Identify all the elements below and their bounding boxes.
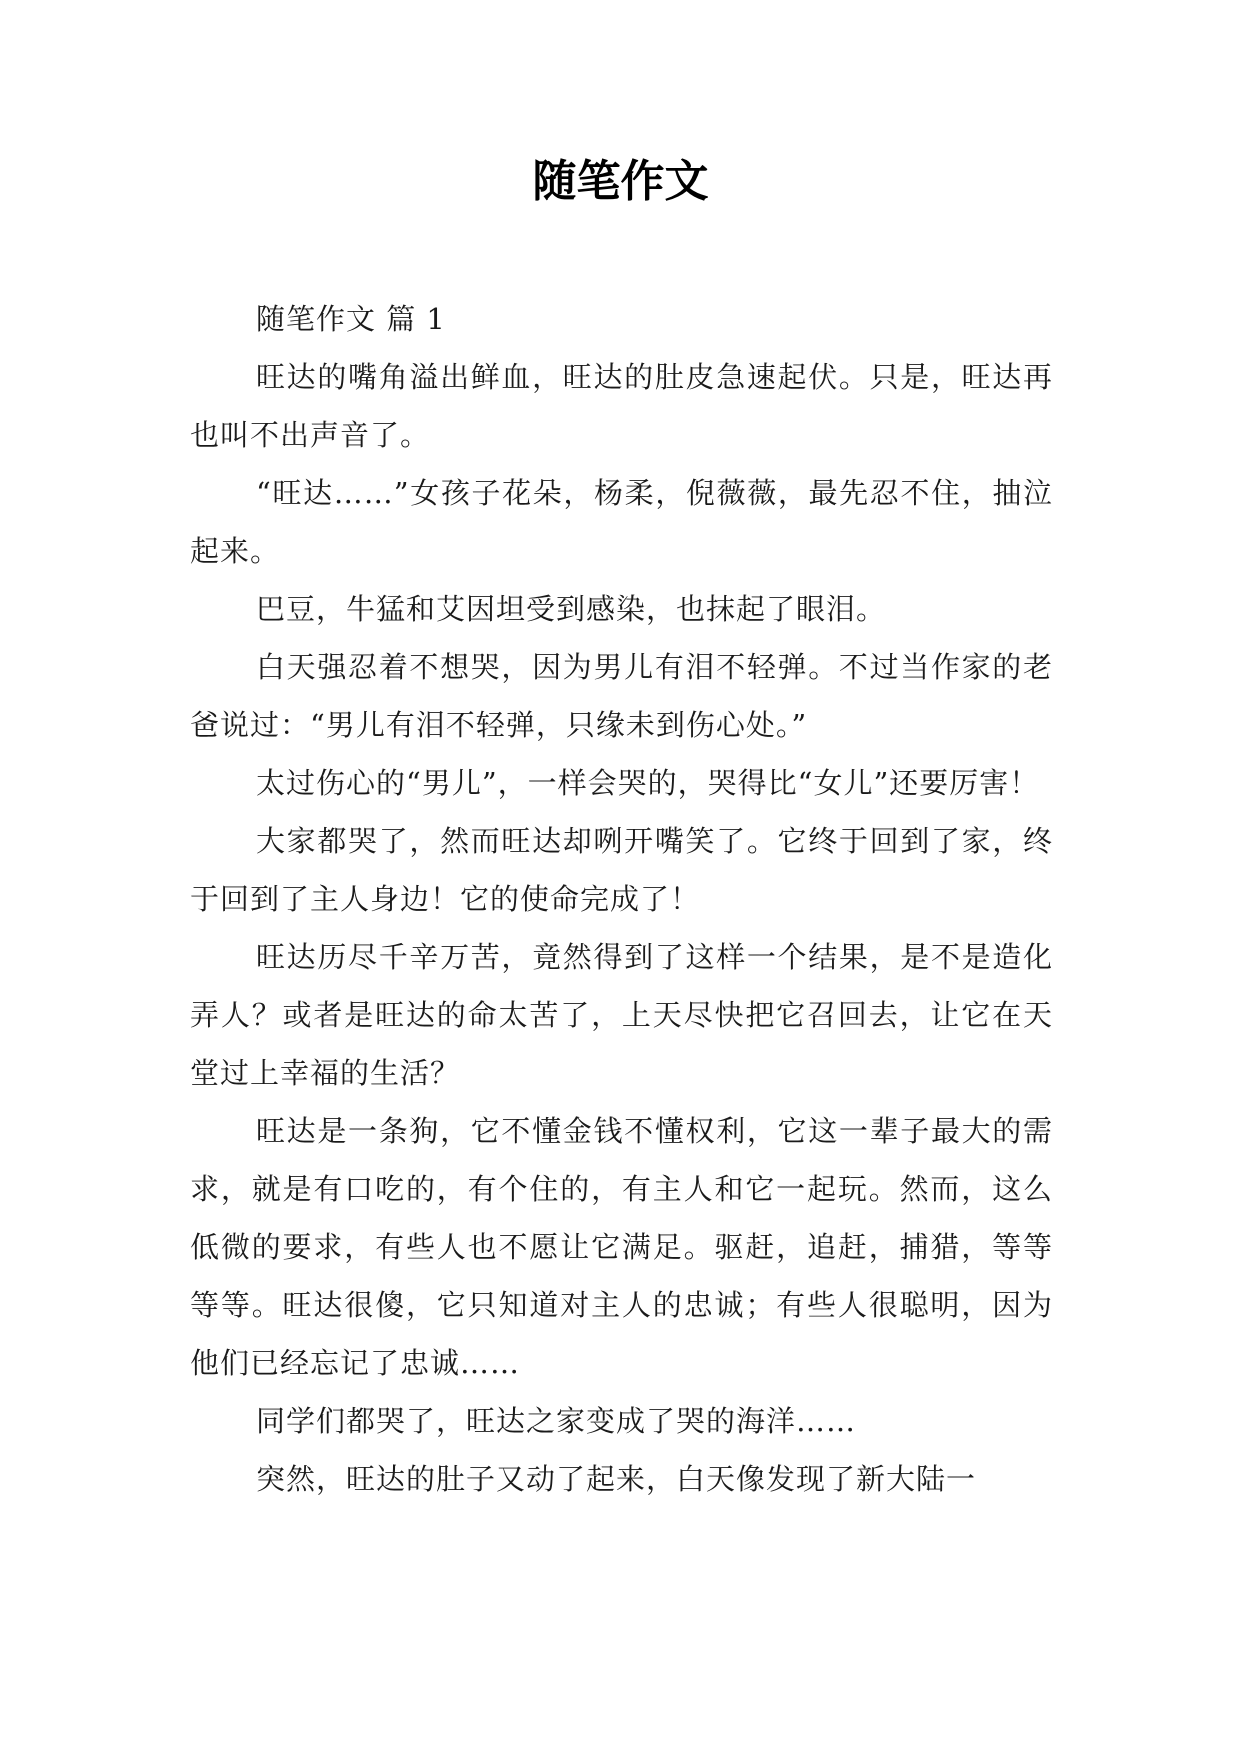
paragraph: 旺达是一条狗，它不懂金钱不懂权利，它这一辈子最大的需求，就是有口吃的，有个住的，有主人和它一起玩。然而，这么低微的要求，有些人也不愿让它满足。驱赶，追赶，捕猎，等等等等。旺达很傻，它只知道对主人的忠诚；有些人很聪明，因为他们已经忘记了忠诚……: [190, 1114, 1053, 1380]
paragraph: “旺达……”女孩子花朵，杨柔，倪薇薇，最先忍不住，抽泣起来。: [190, 476, 1053, 568]
paragraph: 白天强忍着不想哭，因为男儿有泪不轻弹。不过当作家的老爸说过：“男儿有泪不轻弹，只缘未到伤心处。”: [190, 650, 1053, 742]
document-title: 随笔作文: [532, 156, 709, 207]
section-heading: 随笔作文 篇 1: [256, 302, 446, 336]
paragraph: 旺达历尽千辛万苦，竟然得到了这样一个结果，是不是造化弄人？或者是旺达的命太苦了，上天尽快把它召回去，让它在天堂过上幸福的生活？: [190, 940, 1053, 1090]
paragraph: 同学们都哭了，旺达之家变成了哭的海洋……: [256, 1404, 857, 1438]
paragraph: 太过伤心的“男儿”，一样会哭的，哭得比“女儿”还要厉害！: [256, 766, 1040, 800]
paragraph: 突然，旺达的肚子又动了起来，白天像发现了新大陆一: [256, 1462, 977, 1496]
paragraph: 巴豆，牛猛和艾因坦受到感染，也抹起了眼泪。: [256, 592, 887, 626]
document-body: [190, 290, 1053, 1508]
paragraph: 大家都哭了，然而旺达却咧开嘴笑了。它终于回到了家，终于回到了主人身边！它的使命完成了！: [190, 824, 1053, 916]
paragraph: 旺达的嘴角溢出鲜血，旺达的肚皮急速起伏。只是，旺达再也叫不出声音了。: [190, 360, 1053, 452]
